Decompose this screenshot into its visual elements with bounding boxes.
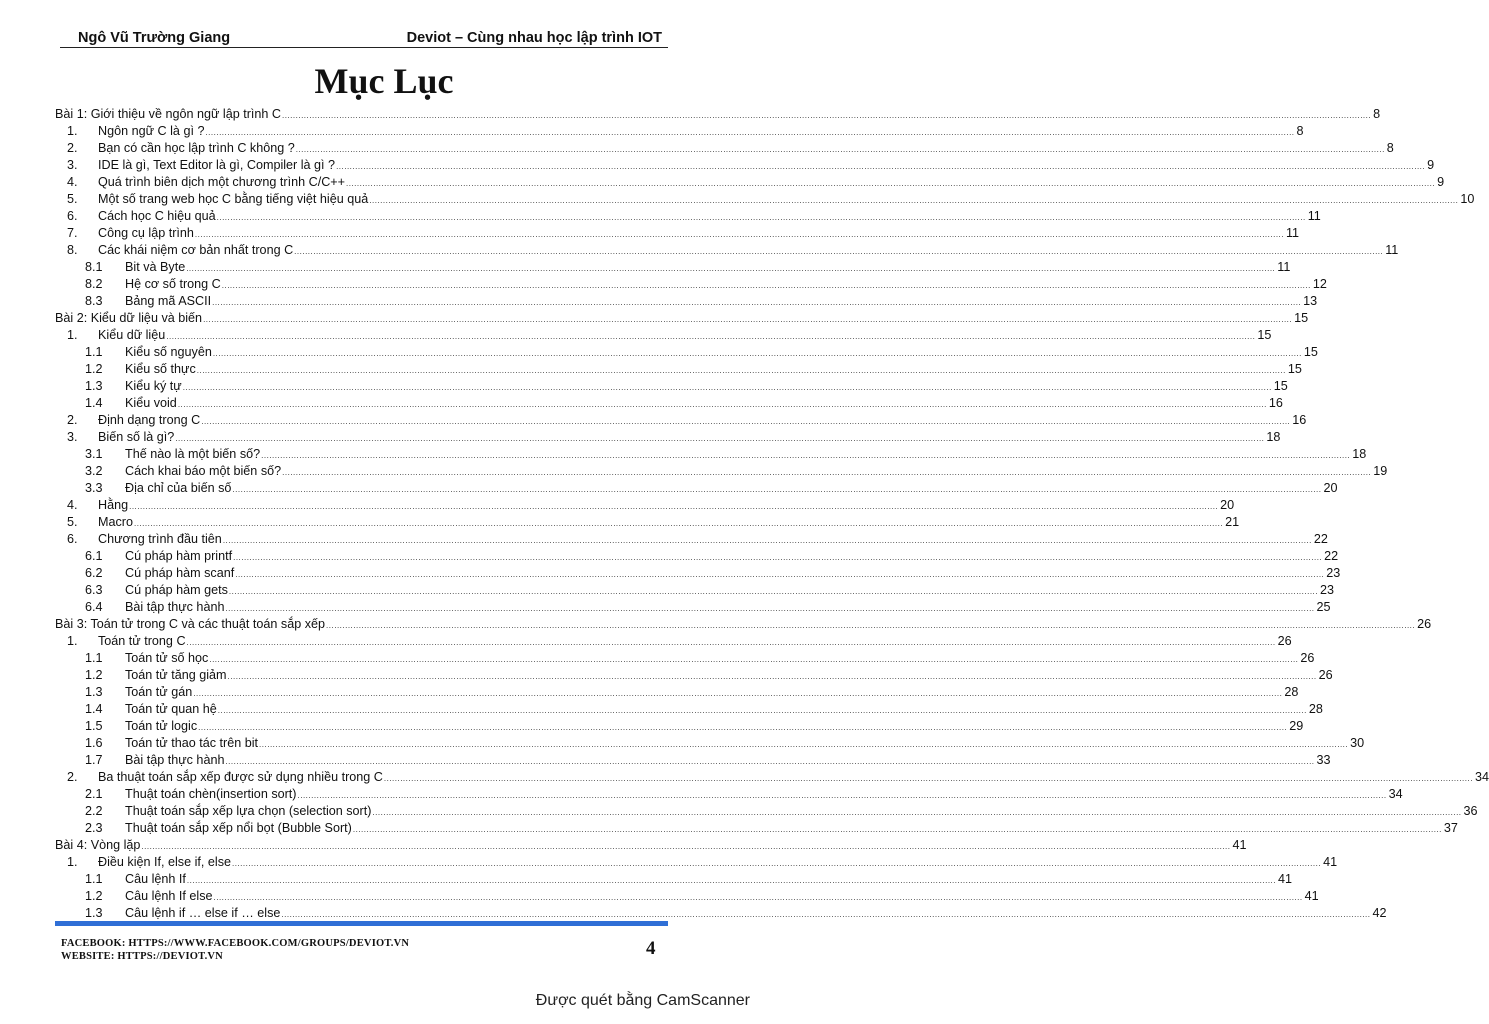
toc-leader-dots: ................................................................................................................................................................................................................................................................................................................................................................................................................ xyxy=(196,366,1286,375)
toc-entry[interactable] xyxy=(55,701,1323,718)
toc-entry-number: 4. xyxy=(67,498,78,512)
toc-entry-number: 1. xyxy=(67,855,78,869)
toc-entry[interactable] xyxy=(55,667,1333,684)
toc-entry-number: 6.1 xyxy=(85,549,103,563)
page-number: 4 xyxy=(646,938,656,959)
toc-leader-dots: ................................................................................................................................................................................................................................................................................................................................................................................................................ xyxy=(217,706,1307,715)
footer-facebook[interactable]: FACEBOOK: HTTPS://WWW.FACEBOOK.COM/GROUPS/DEVIOT.VN xyxy=(61,938,410,949)
toc-leader-dots: ................................................................................................................................................................................................................................................................................................................................................................................................................ xyxy=(129,502,1219,511)
toc-entry[interactable] xyxy=(55,752,1331,769)
toc-entry-number: 1.3 xyxy=(85,906,103,920)
toc-entry[interactable] xyxy=(55,429,1281,446)
toc-entry[interactable] xyxy=(55,106,1381,123)
toc-entry-page: 30 xyxy=(1350,736,1365,750)
toc-leader-dots: ................................................................................................................................................................................................................................................................................................................................................................................................................ xyxy=(372,808,1462,817)
toc-leader-dots: ................................................................................................................................................................................................................................................................................................................................................................................................................ xyxy=(336,162,1426,171)
toc-entry-label: Bài 2: Kiểu dữ liệu và biến xyxy=(55,311,203,325)
toc-entry[interactable] xyxy=(55,208,1321,225)
toc-entry-label: Quá trình biên dịch một chương trình C/C++ xyxy=(98,175,345,189)
toc-entry-number: 1.1 xyxy=(85,872,103,886)
toc-entry-label: Cú pháp hàm gets xyxy=(125,583,228,597)
toc-entry-label: Ba thuật toán sắp xếp được sử dụng nhiều trong C xyxy=(98,770,383,784)
toc-entry-label: Bài tập thực hành xyxy=(125,753,225,767)
toc-entry-number: 3.2 xyxy=(85,464,103,478)
toc-entry-label: Câu lệnh If xyxy=(125,872,186,886)
toc-entry[interactable] xyxy=(55,582,1334,599)
toc-entry-page: 34 xyxy=(1474,770,1489,784)
header-author: Ngô Vũ Trường Giang xyxy=(78,30,231,46)
toc-entry[interactable] xyxy=(55,854,1338,871)
toc-entry-label: Toán tử logic xyxy=(125,719,198,733)
toc-entry-label: Kiểu ký tự xyxy=(125,379,182,393)
toc-entry-label: Toán tử trong C xyxy=(98,634,186,648)
toc-entry-number: 3.1 xyxy=(85,447,103,461)
toc-leader-dots: ................................................................................................................................................................................................................................................................................................................................................................................................................ xyxy=(297,791,1387,800)
toc-leader-dots: ................................................................................................................................................................................................................................................................................................................................................................................................................ xyxy=(225,604,1315,613)
toc-entry-number: 8.2 xyxy=(85,277,103,291)
toc-leader-dots: ................................................................................................................................................................................................................................................................................................................................................................................................................ xyxy=(282,468,1372,477)
toc-leader-dots: ................................................................................................................................................................................................................................................................................................................................................................................................................ xyxy=(232,859,1322,868)
toc-entry[interactable] xyxy=(55,293,1318,310)
toc-leader-dots: ................................................................................................................................................................................................................................................................................................................................................................................................................ xyxy=(141,842,1231,851)
page-title: Mục Lục xyxy=(314,61,454,101)
toc-leader-dots: ................................................................................................................................................................................................................................................................................................................................................................................................................ xyxy=(383,774,1473,783)
toc-entry[interactable] xyxy=(55,633,1292,650)
toc-entry-label: Bit và Byte xyxy=(125,260,186,274)
table-of-contents xyxy=(55,106,1489,922)
toc-entry[interactable] xyxy=(55,378,1288,395)
toc-entry-number: 3. xyxy=(67,430,78,444)
toc-leader-dots: ................................................................................................................................................................................................................................................................................................................................................................................................................ xyxy=(209,655,1299,664)
toc-entry[interactable] xyxy=(55,446,1367,463)
header-rule xyxy=(60,47,668,48)
toc-leader-dots: ................................................................................................................................................................................................................................................................................................................................................................................................................ xyxy=(186,876,1276,885)
toc-entry-page: 22 xyxy=(1324,549,1339,563)
toc-leader-dots: ................................................................................................................................................................................................................................................................................................................................................................................................................ xyxy=(281,910,1371,919)
toc-entry-label: Toán tử số học xyxy=(125,651,209,665)
toc-entry[interactable] xyxy=(55,735,1365,752)
toc-entry-label: Cú pháp hàm printf xyxy=(125,549,233,563)
toc-entry-label: Kiểu dữ liệu xyxy=(98,328,166,342)
toc-entry[interactable] xyxy=(55,276,1327,293)
toc-entry[interactable] xyxy=(55,514,1240,531)
toc-entry[interactable] xyxy=(55,803,1478,820)
toc-entry-label: Định dạng trong C xyxy=(98,413,201,427)
toc-entry-number: 8. xyxy=(67,243,78,257)
toc-entry-label: Bảng mã ASCII xyxy=(125,294,212,308)
toc-leader-dots: ................................................................................................................................................................................................................................................................................................................................................................................................................ xyxy=(194,230,1284,239)
toc-entry[interactable] xyxy=(55,769,1489,786)
toc-entry-number: 1. xyxy=(67,124,78,138)
toc-entry-number: 1.4 xyxy=(85,396,103,410)
footer-website[interactable]: WEBSITE: HTTPS://DEVIOT.VN xyxy=(61,951,223,962)
toc-entry-label: Hằng xyxy=(98,498,129,512)
toc-entry[interactable] xyxy=(55,361,1302,378)
toc-entry-page: 19 xyxy=(1373,464,1388,478)
toc-entry-label: Kiểu số thực xyxy=(125,362,196,376)
toc-entry-page: 42 xyxy=(1372,906,1387,920)
toc-entry-number: 2. xyxy=(67,770,78,784)
toc-entry[interactable] xyxy=(55,497,1235,514)
toc-entry-page: 36 xyxy=(1463,804,1478,818)
toc-entry-label: Cách khai báo một biến số? xyxy=(125,464,282,478)
toc-entry-page: 8 xyxy=(1296,124,1304,138)
toc-entry-label: Bài 1: Giới thiệu về ngôn ngữ lập trình C xyxy=(55,107,282,121)
toc-entry-page: 8 xyxy=(1386,141,1394,155)
toc-entry-number: 1.2 xyxy=(85,362,103,376)
toc-entry-page: 25 xyxy=(1316,600,1331,614)
toc-entry-page: 15 xyxy=(1273,379,1288,393)
toc-entry-number: 1.1 xyxy=(85,345,103,359)
toc-entry-page: 20 xyxy=(1220,498,1235,512)
toc-entry-number: 3.3 xyxy=(85,481,103,495)
toc-entry-label: Hệ cơ số trong C xyxy=(125,277,221,291)
toc-entry-page: 15 xyxy=(1257,328,1272,342)
toc-entry[interactable] xyxy=(55,871,1292,888)
toc-entry[interactable] xyxy=(55,174,1445,191)
toc-entry-number: 2. xyxy=(67,141,78,155)
toc-entry-number: 6.4 xyxy=(85,600,103,614)
toc-entry-number: 1.5 xyxy=(85,719,103,733)
toc-leader-dots: ................................................................................................................................................................................................................................................................................................................................................................................................................ xyxy=(227,672,1317,681)
toc-entry-page: 41 xyxy=(1277,872,1292,886)
scanner-watermark: Được quét bằng CamScanner xyxy=(535,992,750,1009)
toc-entry-label: Công cụ lập trình xyxy=(98,226,194,240)
toc-entry[interactable] xyxy=(55,888,1319,905)
toc-entry-number: 3. xyxy=(67,158,78,172)
toc-entry-label: IDE là gì, Text Editor là gì, Compiler là gì ? xyxy=(98,158,336,172)
toc-entry-number: 2.2 xyxy=(85,804,103,818)
toc-entry-label: Thuật toán sắp xếp nổi bọt (Bubble Sort) xyxy=(125,821,352,835)
toc-entry[interactable] xyxy=(55,191,1475,208)
toc-entry[interactable] xyxy=(55,123,1304,140)
toc-entry-number: 6. xyxy=(67,209,78,223)
toc-entry-label: Thuật toán chèn(insertion sort) xyxy=(125,787,297,801)
toc-entry[interactable] xyxy=(55,531,1328,548)
toc-entry-label: Cách học C hiệu quả xyxy=(98,209,216,223)
toc-entry-label: Bài 4: Vòng lặp xyxy=(55,838,141,852)
toc-entry-number: 5. xyxy=(67,515,78,529)
toc-entry-page: 11 xyxy=(1277,260,1291,274)
header-site-title: Deviot – Cùng nhau học lập trình IOT xyxy=(406,30,662,46)
toc-entry-number: 1.2 xyxy=(85,889,103,903)
toc-entry[interactable] xyxy=(55,480,1338,497)
toc-entry[interactable] xyxy=(55,412,1307,429)
toc-entry[interactable] xyxy=(55,327,1272,344)
toc-entry-page: 41 xyxy=(1304,889,1319,903)
toc-entry-number: 2.3 xyxy=(85,821,103,835)
toc-entry[interactable] xyxy=(55,565,1341,582)
toc-entry-page: 33 xyxy=(1316,753,1331,767)
toc-entry[interactable] xyxy=(55,463,1388,480)
toc-entry-page: 11 xyxy=(1285,226,1300,240)
toc-entry[interactable] xyxy=(55,157,1435,174)
toc-entry-page: 9 xyxy=(1437,175,1445,189)
toc-leader-dots: ................................................................................................................................................................................................................................................................................................................................................................................................................ xyxy=(186,638,1276,647)
toc-leader-dots: ................................................................................................................................................................................................................................................................................................................................................................................................................ xyxy=(198,723,1288,732)
toc-entry-label: Điều kiện If, else if, else xyxy=(98,855,231,869)
toc-entry-label: Các khái niệm cơ bản nhất trong C xyxy=(98,243,294,257)
toc-entry[interactable] xyxy=(55,684,1299,701)
toc-leader-dots: ................................................................................................................................................................................................................................................................................................................................................................................................................ xyxy=(326,621,1416,630)
toc-entry-page: 37 xyxy=(1443,821,1458,835)
toc-entry-page: 26 xyxy=(1277,634,1292,648)
toc-entry-page: 26 xyxy=(1417,617,1432,631)
toc-entry-page: 34 xyxy=(1388,787,1403,801)
toc-entry-number: 1.2 xyxy=(85,668,103,682)
toc-entry-label: Chương trình đầu tiên xyxy=(98,532,222,546)
toc-entry-page: 15 xyxy=(1294,311,1309,325)
toc-entry-label: Biến số là gì? xyxy=(98,430,175,444)
toc-entry[interactable] xyxy=(55,786,1403,803)
toc-entry[interactable] xyxy=(55,650,1315,667)
toc-leader-dots: ................................................................................................................................................................................................................................................................................................................................................................................................................ xyxy=(222,536,1312,545)
toc-entry[interactable] xyxy=(55,616,1432,633)
footer-accent-rule xyxy=(55,921,668,926)
toc-leader-dots: ................................................................................................................................................................................................................................................................................................................................................................................................................ xyxy=(295,145,1385,154)
toc-entry[interactable] xyxy=(55,259,1291,276)
toc-entry-page: 10 xyxy=(1460,192,1475,206)
footer-links xyxy=(61,937,409,963)
toc-entry-number: 8.3 xyxy=(85,294,103,308)
toc-entry-number: 4. xyxy=(67,175,78,189)
toc-leader-dots: ................................................................................................................................................................................................................................................................................................................................................................................................................ xyxy=(186,264,1276,273)
toc-leader-dots: ................................................................................................................................................................................................................................................................................................................................................................................................................ xyxy=(203,315,1293,324)
toc-leader-dots: ................................................................................................................................................................................................................................................................................................................................................................................................................ xyxy=(232,485,1322,494)
toc-entry-page: 41 xyxy=(1232,838,1247,852)
toc-leader-dots: ................................................................................................................................................................................................................................................................................................................................................................................................................ xyxy=(216,213,1306,222)
toc-entry-number: 1.6 xyxy=(85,736,103,750)
toc-leader-dots: ................................................................................................................................................................................................................................................................................................................................................................................................................ xyxy=(193,689,1283,698)
toc-entry[interactable] xyxy=(55,395,1283,412)
toc-entry-label: Bài tập thực hành xyxy=(125,600,225,614)
toc-entry-page: 21 xyxy=(1225,515,1240,529)
toc-entry-page: 15 xyxy=(1287,362,1302,376)
toc-entry-label: Cú pháp hàm scanf xyxy=(125,566,235,580)
toc-entry-label: Toán tử thao tác trên bit xyxy=(125,736,259,750)
toc-leader-dots: ................................................................................................................................................................................................................................................................................................................................................................................................................ xyxy=(221,281,1311,290)
toc-entry-number: 6.2 xyxy=(85,566,103,580)
toc-entry-number: 1. xyxy=(67,634,78,648)
toc-entry-label: Kiểu void xyxy=(125,396,177,410)
toc-entry-label: Toán tử tăng giảm xyxy=(125,668,227,682)
toc-leader-dots: ................................................................................................................................................................................................................................................................................................................................................................................................................ xyxy=(212,349,1302,358)
toc-leader-dots: ................................................................................................................................................................................................................................................................................................................................................................................................................ xyxy=(346,179,1436,188)
toc-leader-dots: ................................................................................................................................................................................................................................................................................................................................................................................................................ xyxy=(369,196,1459,205)
toc-leader-dots: ................................................................................................................................................................................................................................................................................................................................................................................................................ xyxy=(235,570,1325,579)
toc-entry-label: Toán tử quan hệ xyxy=(125,702,217,716)
toc-entry[interactable] xyxy=(55,820,1458,837)
toc-entry[interactable] xyxy=(55,599,1331,616)
toc-leader-dots: ................................................................................................................................................................................................................................................................................................................................................................................................................ xyxy=(175,434,1265,443)
toc-entry-number: 2. xyxy=(67,413,78,427)
toc-entry[interactable] xyxy=(55,344,1318,361)
toc-entry-number: 2.1 xyxy=(85,787,103,801)
toc-entry-label: Câu lệnh if … else if … else xyxy=(125,906,281,920)
toc-entry-page: 20 xyxy=(1323,481,1338,495)
toc-entry-number: 6. xyxy=(67,532,78,546)
running-header xyxy=(60,28,668,48)
toc-entry-page: 28 xyxy=(1284,685,1299,699)
toc-entry-number: 1.1 xyxy=(85,651,103,665)
toc-entry-page: 11 xyxy=(1307,209,1321,223)
toc-leader-dots: ................................................................................................................................................................................................................................................................................................................................................................................................................ xyxy=(225,757,1315,766)
toc-leader-dots: ................................................................................................................................................................................................................................................................................................................................................................................................................ xyxy=(259,740,1349,749)
toc-entry-label: Kiểu số nguyên xyxy=(125,345,212,359)
toc-leader-dots: ................................................................................................................................................................................................................................................................................................................................................................................................................ xyxy=(261,451,1351,460)
toc-leader-dots: ................................................................................................................................................................................................................................................................................................................................................................................................................ xyxy=(282,111,1372,120)
toc-leader-dots: ................................................................................................................................................................................................................................................................................................................................................................................................................ xyxy=(205,128,1295,137)
toc-entry-page: 12 xyxy=(1312,277,1327,291)
toc-entry-number: 6.3 xyxy=(85,583,103,597)
toc-entry[interactable] xyxy=(55,548,1339,565)
toc-entry-number: 1.3 xyxy=(85,379,103,393)
toc-entry-number: 1.7 xyxy=(85,753,103,767)
toc-entry-number: 1.4 xyxy=(85,702,103,716)
toc-entry-label: Bạn có cần học lập trình C không ? xyxy=(98,141,295,155)
toc-leader-dots: ................................................................................................................................................................................................................................................................................................................................................................................................................ xyxy=(166,332,1256,341)
toc-entry-page: 8 xyxy=(1373,107,1381,121)
toc-entry-label: Một số trang web học C bằng tiếng việt hiệu quả xyxy=(98,192,369,206)
toc-entry[interactable] xyxy=(55,837,1247,854)
toc-entry-page: 13 xyxy=(1303,294,1318,308)
toc-entry-number: 1.3 xyxy=(85,685,103,699)
toc-entry[interactable] xyxy=(55,242,1399,259)
toc-entry-page: 23 xyxy=(1319,583,1334,597)
toc-entry-page: 16 xyxy=(1292,413,1307,427)
toc-entry-number: 7. xyxy=(67,226,78,240)
toc-entry-page: 9 xyxy=(1427,158,1435,172)
toc-leader-dots: ................................................................................................................................................................................................................................................................................................................................................................................................................ xyxy=(182,383,1272,392)
toc-entry-number: 5. xyxy=(67,192,78,206)
toc-leader-dots: ................................................................................................................................................................................................................................................................................................................................................................................................................ xyxy=(213,893,1303,902)
toc-entry-page: 22 xyxy=(1313,532,1328,546)
toc-entry-label: Thuật toán sắp xếp lựa chọn (selection sort) xyxy=(125,804,372,818)
toc-entry[interactable] xyxy=(55,310,1309,327)
toc-entry-page: 11 xyxy=(1385,243,1399,257)
toc-leader-dots: ................................................................................................................................................................................................................................................................................................................................................................................................................ xyxy=(294,247,1384,256)
toc-entry-number: 1. xyxy=(67,328,78,342)
toc-entry-page: 26 xyxy=(1300,651,1315,665)
toc-entry-page: 16 xyxy=(1268,396,1283,410)
toc-entry-page: 18 xyxy=(1352,447,1367,461)
toc-entry-label: Địa chỉ của biến số xyxy=(125,481,232,495)
toc-leader-dots: ................................................................................................................................................................................................................................................................................................................................................................................................................ xyxy=(233,553,1323,562)
toc-entry-page: 26 xyxy=(1318,668,1333,682)
toc-entry-page: 29 xyxy=(1289,719,1304,733)
toc-leader-dots: ................................................................................................................................................................................................................................................................................................................................................................................................................ xyxy=(134,519,1224,528)
toc-entry-label: Toán tử gán xyxy=(125,685,193,699)
toc-entry-page: 41 xyxy=(1323,855,1338,869)
toc-entry-label: Thế nào là một biến số? xyxy=(125,447,261,461)
toc-entry-label: Ngôn ngữ C là gì ? xyxy=(98,124,205,138)
toc-entry[interactable] xyxy=(55,225,1300,242)
toc-leader-dots: ................................................................................................................................................................................................................................................................................................................................................................................................................ xyxy=(212,298,1302,307)
toc-entry-page: 23 xyxy=(1326,566,1341,580)
toc-entry[interactable] xyxy=(55,905,1387,922)
toc-entry-label: Macro xyxy=(98,515,133,529)
toc-entry-number: 8.1 xyxy=(85,260,103,274)
toc-entry-page: 28 xyxy=(1308,702,1323,716)
toc-leader-dots: ................................................................................................................................................................................................................................................................................................................................................................................................................ xyxy=(177,400,1267,409)
toc-leader-dots: ................................................................................................................................................................................................................................................................................................................................................................................................................ xyxy=(352,825,1442,834)
toc-entry[interactable] xyxy=(55,140,1394,157)
toc-leader-dots: ................................................................................................................................................................................................................................................................................................................................................................................................................ xyxy=(201,417,1291,426)
toc-entry-page: 15 xyxy=(1303,345,1318,359)
toc-entry-label: Bài 3: Toán tử trong C và các thuật toán sắp xếp xyxy=(55,617,326,631)
toc-entry[interactable] xyxy=(55,718,1304,735)
toc-leader-dots: ................................................................................................................................................................................................................................................................................................................................................................................................................ xyxy=(228,587,1318,596)
toc-entry-label: Câu lệnh If else xyxy=(125,889,213,903)
toc-entry-page: 18 xyxy=(1266,430,1281,444)
